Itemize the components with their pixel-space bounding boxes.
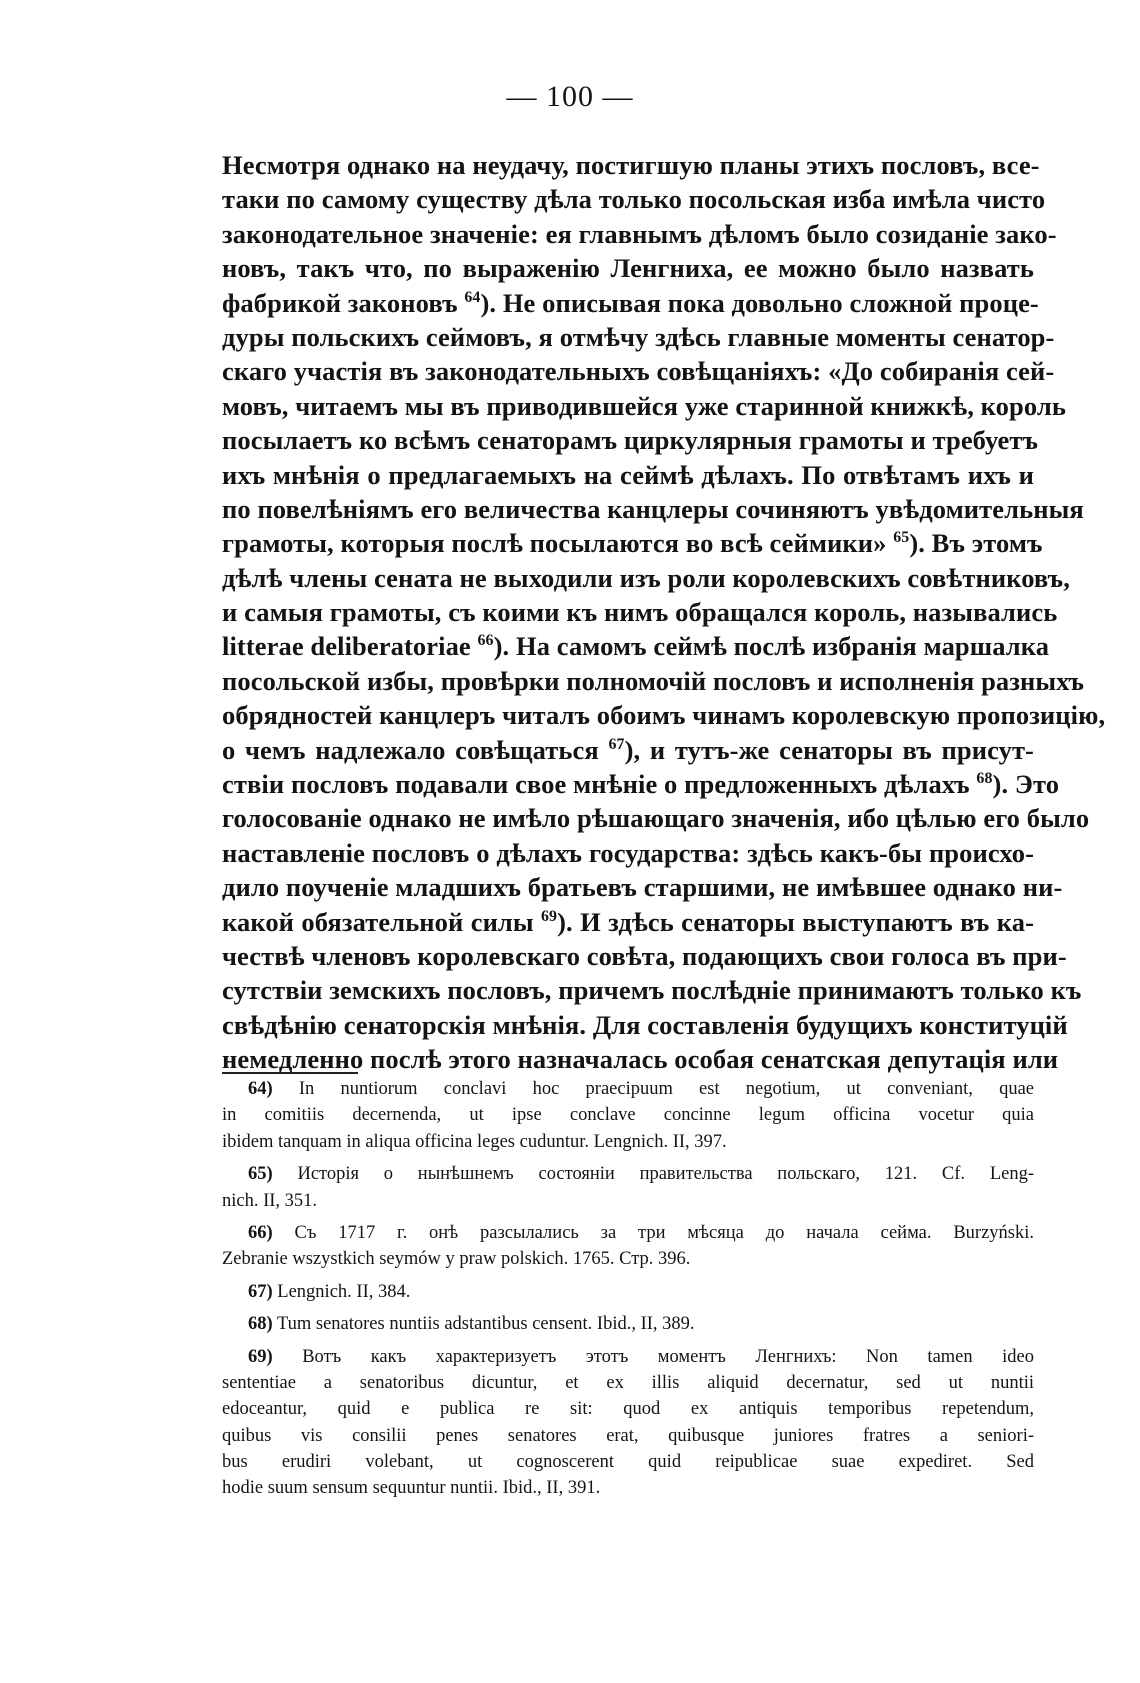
body-line: новъ, такъ что, по выраженію Ленгниха, ее можно было назвать bbox=[222, 253, 1034, 284]
footnote-mark: 68) bbox=[248, 1314, 273, 1335]
body-line: свѣдѣнію сенаторскія мнѣнія. Для составленія будущихъ конституцій bbox=[222, 1009, 1068, 1040]
footnote-text: Вотъ какъ характеризуетъ этотъ моментъ Ленгнихъ: Non tamen ideo bbox=[302, 1346, 1034, 1367]
text-run: ). На самомъ сеймѣ послѣ избранія маршалка bbox=[493, 631, 1050, 662]
body-line: по повелѣніямъ его величества канцлеры сочиняютъ увѣдомительныя bbox=[222, 493, 1084, 524]
footnote-text: hodie suum sensum sequuntur nuntii. Ibid., II, 391. bbox=[222, 1478, 601, 1499]
footnote-reference: 68 bbox=[976, 770, 993, 788]
body-line bbox=[222, 905, 1034, 939]
footnote-line bbox=[222, 1370, 1034, 1396]
footnote-line bbox=[222, 1279, 1034, 1305]
footnote-reference: 67 bbox=[608, 735, 625, 753]
footnote-text: In nuntiorum conclavi hoc praecipuum est negotium, ut conveniant, quae bbox=[298, 1079, 1034, 1099]
body-line: ихъ мнѣнія о предлагаемыхъ на сеймѣ дѣлахъ. По отвѣтамъ ихъ и bbox=[222, 459, 1034, 490]
footnote-line bbox=[222, 1423, 1034, 1449]
body-line: дило поученіе младшихъ братьевъ старшими, не имѣвшее однако ни- bbox=[222, 872, 1063, 903]
body-line bbox=[222, 733, 1034, 767]
footnote-line bbox=[222, 1344, 1034, 1370]
body-line: скаго участія въ законодательныхъ совѣщаніяхъ: «До собиранія сей- bbox=[222, 356, 1055, 387]
text-run: ). Въ этомъ bbox=[909, 528, 1043, 559]
footnote-text: nich. II, 351. bbox=[222, 1190, 318, 1211]
footnote-text: edoceantur, quid e publica re sit: quod ex antiquis temporibus repetendum, bbox=[222, 1399, 1034, 1420]
footnote-line bbox=[222, 1475, 1034, 1501]
footnote-text: Tum senatores nuntiis adstantibus censent. Ibid., II, 389. bbox=[276, 1314, 695, 1335]
body-line: дуры польскихъ сеймовъ, я отмѣчу здѣсь главные моменты сенатор- bbox=[222, 321, 1055, 352]
text-run: ). Это bbox=[992, 769, 1060, 800]
footnote-mark: 67) bbox=[248, 1281, 273, 1302]
footnote-reference: 65 bbox=[893, 529, 910, 547]
footnote-line bbox=[222, 1396, 1034, 1422]
text-run: ). И здѣсь сенаторы выступаютъ въ ка- bbox=[557, 906, 1035, 937]
footnote-text: bus erudiri volebant, ut cognoscerent quid reipublicae suae expediret. Sed bbox=[222, 1452, 1034, 1473]
body-line: посылаетъ ко всѣмъ сенаторамъ циркулярныя грамоты и требуетъ bbox=[222, 425, 1039, 456]
footnote-mark: 64) bbox=[248, 1079, 273, 1099]
footnote-line bbox=[222, 1129, 1034, 1155]
body-line bbox=[222, 767, 1060, 801]
body-line: дѣлѣ члены сената не выходили изъ роли королевскихъ совѣтниковъ, bbox=[222, 562, 1070, 593]
text-run: ). Не описывая пока довольно сложной проце- bbox=[480, 287, 1039, 318]
body-line bbox=[222, 286, 1039, 320]
text-run: litterae deliberatoriae bbox=[222, 631, 478, 662]
body-line: законодательное значеніе: ея главнымъ дѣломъ было созиданіе зако- bbox=[222, 218, 1057, 249]
body-line: посольской избы, провѣрки полномочій пословъ и исполненія разныхъ bbox=[222, 665, 1085, 696]
body-line: немедленно послѣ этого назначалась особая сенатская депутація или bbox=[222, 1044, 1059, 1075]
footnote-line bbox=[222, 1220, 1034, 1246]
body-line: наставленіе пословъ о дѣлахъ государства: здѣсь какъ-бы происхо- bbox=[222, 837, 1034, 868]
footnote-text: ibidem tanquam in aliqua officina leges cuduntur. Lengnich. II, 397. bbox=[222, 1131, 727, 1152]
footnote-line bbox=[222, 1102, 1034, 1128]
footnote-text: Съ 1717 г. онѣ разсылались за три мѣсяца до начала сейма. Burzyński. bbox=[294, 1222, 1034, 1243]
footnote-line bbox=[222, 1161, 1034, 1187]
footnote-mark: 65) bbox=[248, 1164, 273, 1185]
footnote-line bbox=[222, 1188, 1034, 1214]
footnote-text: sententiae a senatoribus dicuntur, et ex illis aliquid decernatur, sed ut nuntii bbox=[222, 1372, 1034, 1393]
body-line: чествѣ членовъ королевскаго совѣта, подающихъ свои голоса въ при- bbox=[222, 940, 1067, 971]
footnote-text: Исторія о нынѣшнемъ состояніи правительства польскаго, 121. Cf. Leng- bbox=[297, 1164, 1034, 1185]
body-line: Несмотря однако на неудачу, постигшую планы этихъ пословъ, все- bbox=[222, 150, 1040, 180]
text-run: ), и тутъ-же сенаторы въ присут- bbox=[624, 734, 1034, 765]
footnote-reference: 66 bbox=[477, 632, 494, 650]
footnote-reference: 69 bbox=[541, 907, 558, 925]
footnotes bbox=[222, 1076, 1034, 1502]
footnote-line bbox=[222, 1246, 1034, 1272]
footnote-rule bbox=[222, 1072, 358, 1074]
footnote-line bbox=[222, 1311, 1034, 1337]
footnote-reference: 64 bbox=[464, 288, 481, 306]
footnote-text: Zebranie wszystkich seymów y praw polskich. 1765. Стр. 396. bbox=[222, 1249, 691, 1270]
body-line: мовъ, читаемъ мы въ приводившейся уже старинной книжкѣ, король bbox=[222, 390, 1066, 421]
footnote-text: in comitiis decernenda, ut ipse conclave concinne legum officina vocetur quia bbox=[222, 1105, 1034, 1126]
body-line: и самыя грамоты, съ коими къ нимъ обращался король, назывались bbox=[222, 597, 1058, 628]
body-line bbox=[222, 629, 1050, 663]
text-run: фабрикой законовъ bbox=[222, 287, 465, 318]
footnote-line bbox=[222, 1076, 1034, 1102]
footnote-mark: 69) bbox=[248, 1346, 273, 1367]
text-run: о чемъ надлежало совѣщаться bbox=[222, 734, 609, 765]
text-run: какой обязательной силы bbox=[222, 906, 542, 937]
footnote-text: quibus vis consilii penes senatores erat, quibusque juniores fratres a seniori- bbox=[222, 1425, 1034, 1446]
body-line: сутствіи земскихъ пословъ, причемъ послѣдніе принимаютъ только къ bbox=[222, 975, 1082, 1006]
footnote-text: Lengnich. II, 384. bbox=[277, 1281, 411, 1302]
body-line bbox=[222, 526, 1043, 560]
body-line: голосованіе однако не имѣло рѣшающаго значенія, ибо цѣлью его было bbox=[222, 803, 1090, 834]
text-run: грамоты, которыя послѣ посылаются во всѣ сеймики» bbox=[222, 528, 894, 559]
main-text bbox=[222, 148, 1106, 1077]
text-run: ствіи пословъ подавали свое мнѣніе о предложенныхъ дѣлахъ bbox=[222, 769, 977, 800]
footnote-mark: 66) bbox=[248, 1222, 273, 1243]
footnote-line bbox=[222, 1449, 1034, 1475]
body-line: таки по самому существу дѣла только посольская изба имѣла чисто bbox=[222, 184, 1046, 215]
page-number: — 100 — bbox=[506, 80, 634, 113]
body-line: обрядностей канцлеръ читалъ обоимъ чинамъ королевскую пропозицію, bbox=[222, 700, 1106, 731]
